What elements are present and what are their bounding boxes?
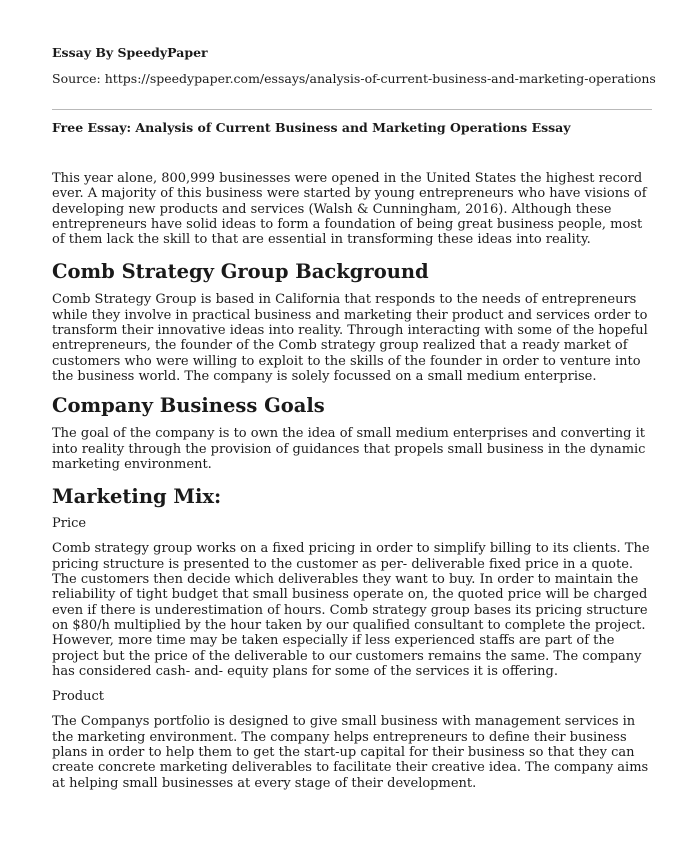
intro-paragraph: This year alone, 800,999 businesses were opened in the United States the highest record ever. A majority of this business were started by young entrepreneurs who have visions of developing new products and services (Walsh & Cunningham, 2016). Although these entrepreneurs have solid ideas to form a foundation of being great business people, most of them lack the skill to that are essential in transforming these ideas into reality. (52, 171, 647, 248)
goals-paragraph: The goal of the company is to own the idea of small medium enterprises and converting it into reality through the provision of guidances that propels small business in the dynamic marketing environment. (52, 426, 646, 472)
header-divider (52, 109, 652, 110)
essay-body (52, 171, 652, 791)
section-heading-marketing-mix: Marketing Mix: (52, 485, 222, 509)
price-subheading: Price (52, 516, 87, 532)
product-paragraph: The Companys portfolio is designed to give small business with management services in the marketing environment. The company helps entrepreneurs to define their business plans in order to help them to get the start-up capital for their business so that they can create concrete marketing deliverables to facilitate their creative idea. The company aims at helping small businesses at every stage of their development. (52, 714, 649, 791)
price-paragraph: Comb strategy group works on a fixed pricing in order to simplify billing to its clients. The pricing structure is presented to the customer as per- deliverable fixed price in a quote. The customers then decide which deliverables they want to buy. In order to maintain the reliability of tight budget that small business operate on, the quoted price will be charged even if there is underestimation of hours. Comb strategy group bases its pricing structure on $80/h multiplied by the hour taken by our qualified consultant to complete the project. However, more time may be taken especially if less experienced staffs are part of the project but the price of the deliverable to our customers remains the same. The company has considered cash- and- equity plans for some of the services it is offering. (52, 541, 650, 679)
source-line: Source: https://speedypaper.com/essays/analysis-of-current-business-and-marketing-operations (52, 71, 656, 86)
background-paragraph: Comb Strategy Group is based in California that responds to the needs of entrepreneurs while they involve in practical business and marketing their product and services order to transform their innovative ideas into reality. Through interacting with some of the hopeful entrepreneurs, the founder of the Comb strategy group realized that a ready market of customers who were willing to exploit to the skills of the founder in order to venture into the business world. The company is solely focussed on a small medium enterprise. (52, 292, 648, 384)
product-subheading: Product (52, 689, 104, 705)
essay-title: Free Essay: Analysis of Current Business and Marketing Operations Essay (52, 120, 571, 135)
section-heading-background: Comb Strategy Group Background (52, 260, 429, 284)
essay-brand: Essay By SpeedyPaper (52, 45, 208, 60)
section-heading-goals: Company Business Goals (52, 394, 325, 418)
